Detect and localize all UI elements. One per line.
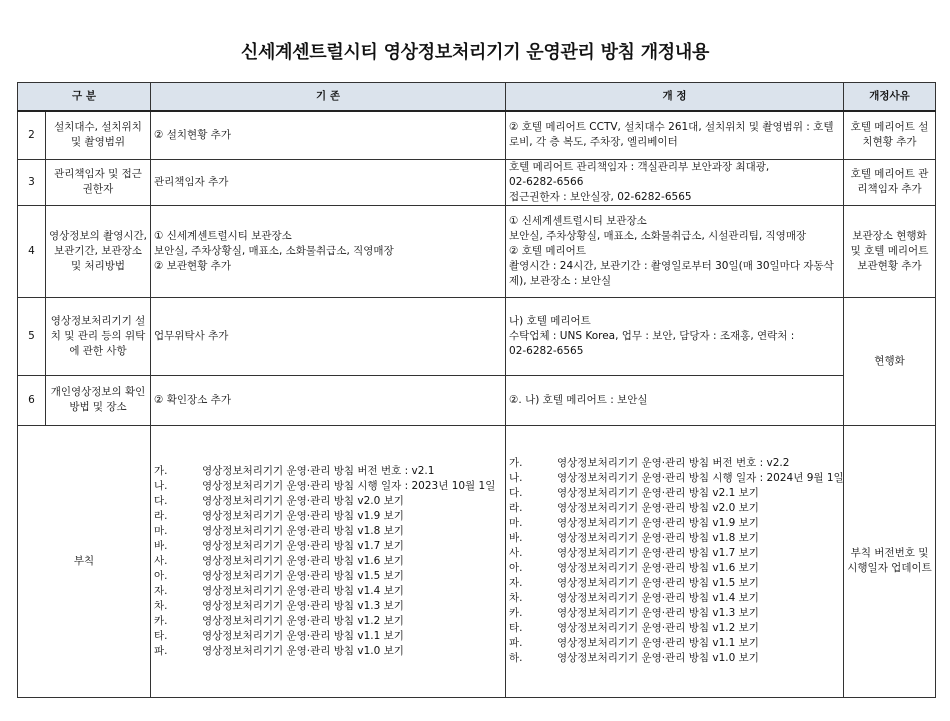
list-item-text: 영상정보처리기기 운영·관리 방침 v1.5 보기 bbox=[202, 569, 404, 582]
revised-line: ① 신세계센트럴시티 보관장소 bbox=[509, 214, 647, 227]
list-item-marker: 파. bbox=[509, 637, 523, 649]
row-number: 4 bbox=[18, 205, 46, 297]
appendix-reason: 부칙 버전번호 및 시행일자 업데이트 bbox=[844, 425, 936, 697]
list-item-text: 영상정보처리기기 운영·관리 방침 v1.8 보기 bbox=[202, 524, 404, 537]
list-item-text: 영상정보처리기기 운영·관리 방침 v1.5 보기 bbox=[557, 577, 759, 589]
row-existing bbox=[151, 205, 506, 297]
list-item bbox=[509, 621, 840, 636]
appendix-revised bbox=[506, 425, 844, 697]
list-item bbox=[509, 591, 840, 606]
list-item bbox=[154, 554, 502, 569]
list-item-marker: 사. bbox=[154, 554, 168, 567]
row-existing bbox=[151, 297, 506, 375]
list-item bbox=[154, 509, 502, 524]
list-item-marker: 하. bbox=[509, 652, 523, 664]
appendix-category: 부칙 bbox=[18, 425, 151, 697]
header-existing: 기 존 bbox=[151, 83, 506, 112]
existing-line: ② 확인장소 추가 bbox=[154, 393, 231, 406]
list-item-text: 영상정보처리기기 운영·관리 방침 v1.8 보기 bbox=[557, 532, 759, 544]
header-revised: 개 정 bbox=[506, 83, 844, 112]
list-item-marker: 가. bbox=[509, 457, 523, 469]
existing-line: ① 신세계센트럴시티 보관장소 bbox=[154, 229, 292, 242]
table-row-appendix bbox=[18, 425, 936, 697]
list-item bbox=[154, 569, 502, 584]
existing-line: 업무위탁사 추가 bbox=[154, 329, 229, 342]
revised-line: 접근권한자 : 보안실장, 02-6282-6565 bbox=[509, 190, 692, 203]
revised-line: 수탁업체 : UNS Korea, 업무 : 보안, 담당자 : 조재홍, 연락처 : bbox=[509, 329, 795, 342]
revised-line: 호텔 메리어트 관리책임자 : 객실관리부 보안과장 최대광, bbox=[509, 160, 770, 173]
list-item-marker: 라. bbox=[154, 509, 168, 522]
row-existing bbox=[151, 159, 506, 205]
list-item-marker: 차. bbox=[154, 599, 168, 612]
row-number: 2 bbox=[18, 111, 46, 159]
list-item-marker: 마. bbox=[509, 517, 523, 529]
list-item bbox=[509, 471, 844, 486]
revised-line: 02-6282-6565 bbox=[509, 344, 584, 357]
list-item bbox=[154, 539, 502, 554]
list-item bbox=[509, 576, 840, 591]
table-row bbox=[18, 159, 936, 205]
list-item bbox=[154, 524, 502, 539]
list-item bbox=[509, 606, 840, 621]
list-item bbox=[154, 644, 502, 659]
list-item-text: 영상정보처리기기 운영·관리 방침 v1.3 보기 bbox=[202, 599, 404, 612]
list-item-text: 영상정보처리기기 운영·관리 방침 v1.3 보기 bbox=[557, 607, 759, 619]
list-item-marker: 타. bbox=[154, 629, 168, 642]
list-item-marker: 바. bbox=[154, 539, 168, 552]
list-item-marker: 차. bbox=[509, 592, 523, 604]
row-reason: 현행화 bbox=[844, 297, 936, 425]
list-item-marker: 사. bbox=[509, 547, 523, 559]
list-item-text: 영상정보처리기기 운영·관리 방침 시행 일자 : 2023년 10월 1일 bbox=[202, 479, 496, 492]
list-item-marker: 타. bbox=[509, 622, 523, 634]
table-row bbox=[18, 297, 936, 375]
list-item-marker: 아. bbox=[509, 562, 523, 574]
list-item-text: 영상정보처리기기 운영·관리 방침 v1.2 보기 bbox=[202, 614, 404, 627]
list-item-text: 영상정보처리기기 운영·관리 방침 v1.6 보기 bbox=[557, 562, 759, 574]
list-item bbox=[154, 629, 502, 644]
list-item-marker: 마. bbox=[154, 524, 168, 537]
list-item-marker: 카. bbox=[509, 607, 523, 619]
list-item-text: 영상정보처리기기 운영·관리 방침 버전 번호 : v2.1 bbox=[202, 464, 435, 477]
list-item-text: 영상정보처리기기 운영·관리 방침 v1.4 보기 bbox=[557, 592, 759, 604]
row-revised bbox=[506, 159, 844, 205]
existing-line: 관리책임자 추가 bbox=[154, 175, 229, 188]
revised-line: ② 호텔 메리어트 CCTV, 설치대수 261대, 설치위치 및 촬영범위 : 호텔 로비, 각 층 복도, 주차장, 엘리베이터 bbox=[509, 121, 834, 149]
appendix-existing bbox=[151, 425, 506, 697]
list-item bbox=[509, 456, 840, 471]
revised-line: ②. 나) 호텔 메리어트 : 보안실 bbox=[509, 393, 648, 406]
row-revised bbox=[506, 111, 844, 159]
list-item-text: 영상정보처리기기 운영·관리 방침 v1.4 보기 bbox=[202, 584, 404, 597]
row-existing bbox=[151, 375, 506, 425]
row-category: 설치대수, 설치위치 및 촬영범위 bbox=[46, 111, 151, 159]
row-revised bbox=[506, 297, 844, 375]
revised-line: 촬영시간 : 24시간, 보관기간 : 촬영일로부터 30일(매 30일마다 자동삭제), 보관장소 : 보안실 bbox=[509, 259, 834, 287]
revised-line: 02-6282-6566 bbox=[509, 175, 584, 188]
list-item-text: 영상정보처리기기 운영·관리 방침 v2.1 보기 bbox=[557, 487, 759, 499]
list-item bbox=[509, 636, 840, 651]
appendix-revised-list bbox=[509, 456, 844, 666]
list-item-marker: 아. bbox=[154, 569, 168, 582]
row-revised bbox=[506, 205, 844, 297]
list-item-marker: 라. bbox=[509, 502, 523, 514]
row-existing bbox=[151, 111, 506, 159]
list-item bbox=[154, 464, 502, 479]
revised-line: 보안실, 주차상황실, 매표소, 소화물취급소, 시설관리팀, 직영매장 bbox=[509, 229, 807, 242]
list-item-marker: 카. bbox=[154, 614, 168, 627]
list-item-text: 영상정보처리기기 운영·관리 방침 시행 일자 : 2024년 9월 1일 bbox=[557, 472, 844, 484]
list-item-text: 영상정보처리기기 운영·관리 방침 v1.9 보기 bbox=[202, 509, 404, 522]
list-item-text: 영상정보처리기기 운영·관리 방침 v1.2 보기 bbox=[557, 622, 759, 634]
table-row bbox=[18, 205, 936, 297]
row-number: 3 bbox=[18, 159, 46, 205]
list-item-marker: 가. bbox=[154, 464, 168, 477]
list-item bbox=[509, 486, 840, 501]
list-item bbox=[154, 479, 502, 494]
list-item-marker: 파. bbox=[154, 644, 168, 657]
list-item bbox=[154, 599, 502, 614]
existing-line: 보안실, 주차상황실, 매표소, 소화물취급소, 직영매장 bbox=[154, 244, 394, 257]
list-item-text: 영상정보처리기기 운영·관리 방침 버전 번호 : v2.2 bbox=[557, 457, 790, 469]
list-item bbox=[154, 494, 502, 509]
header-category: 구 분 bbox=[18, 83, 151, 112]
list-item-text: 영상정보처리기기 운영·관리 방침 v1.7 보기 bbox=[202, 539, 404, 552]
list-item bbox=[509, 501, 840, 516]
row-number: 6 bbox=[18, 375, 46, 425]
list-item-text: 영상정보처리기기 운영·관리 방침 v1.9 보기 bbox=[557, 517, 759, 529]
row-category: 개인영상정보의 확인 방법 및 장소 bbox=[46, 375, 151, 425]
list-item bbox=[154, 614, 502, 629]
document-title: 신세계센트럴시티 영상정보처리기기 운영관리 방침 개정내용 bbox=[240, 42, 710, 63]
list-item-text: 영상정보처리기기 운영·관리 방침 v1.0 보기 bbox=[557, 652, 759, 664]
row-category: 영상정보처리기기 설치 및 관리 등의 위탁에 관한 사항 bbox=[46, 297, 151, 375]
existing-line: ② 보관현황 추가 bbox=[154, 259, 231, 272]
table-header-row bbox=[18, 83, 936, 112]
list-item-text: 영상정보처리기기 운영·관리 방침 v1.1 보기 bbox=[202, 629, 404, 642]
row-reason: 호텔 메리어트 관리책임자 추가 bbox=[844, 159, 936, 205]
table-row bbox=[18, 375, 936, 425]
table-row bbox=[18, 111, 936, 159]
list-item-marker: 다. bbox=[154, 494, 168, 507]
list-item-marker: 나. bbox=[509, 472, 523, 484]
list-item bbox=[509, 531, 840, 546]
list-item-text: 영상정보처리기기 운영·관리 방침 v1.0 보기 bbox=[202, 644, 404, 657]
list-item bbox=[509, 561, 840, 576]
list-item-marker: 자. bbox=[154, 584, 168, 597]
list-item-text: 영상정보처리기기 운영·관리 방침 v1.1 보기 bbox=[557, 637, 759, 649]
list-item-marker: 자. bbox=[509, 577, 523, 589]
revision-table bbox=[17, 82, 936, 698]
list-item-marker: 나. bbox=[154, 479, 168, 492]
list-item-text: 영상정보처리기기 운영·관리 방침 v1.7 보기 bbox=[557, 547, 759, 559]
row-category: 관리책임자 및 접근 권한자 bbox=[46, 159, 151, 205]
revised-line: 나) 호텔 메리어트 bbox=[509, 314, 591, 327]
row-number: 5 bbox=[18, 297, 46, 375]
list-item bbox=[509, 651, 840, 666]
list-item-marker: 다. bbox=[509, 487, 523, 499]
list-item bbox=[154, 584, 502, 599]
header-reason: 개정사유 bbox=[844, 83, 936, 112]
list-item-text: 영상정보처리기기 운영·관리 방침 v2.0 보기 bbox=[557, 502, 759, 514]
revised-line: ② 호텔 메리어트 bbox=[509, 244, 586, 257]
list-item bbox=[509, 516, 840, 531]
row-reason: 보관장소 현행화 및 호텔 메리어트 보관현황 추가 bbox=[844, 205, 936, 297]
row-reason: 호텔 메리어트 설치현황 추가 bbox=[844, 111, 936, 159]
list-item-marker: 바. bbox=[509, 532, 523, 544]
list-item bbox=[509, 546, 840, 561]
list-item-text: 영상정보처리기기 운영·관리 방침 v1.6 보기 bbox=[202, 554, 404, 567]
list-item-text: 영상정보처리기기 운영·관리 방침 v2.0 보기 bbox=[202, 494, 404, 507]
existing-line: ② 설치현황 추가 bbox=[154, 128, 231, 141]
row-revised bbox=[506, 375, 844, 425]
row-category: 영상정보의 촬영시간, 보관기간, 보관장소 및 처리방법 bbox=[46, 205, 151, 297]
appendix-existing-list bbox=[154, 464, 502, 659]
